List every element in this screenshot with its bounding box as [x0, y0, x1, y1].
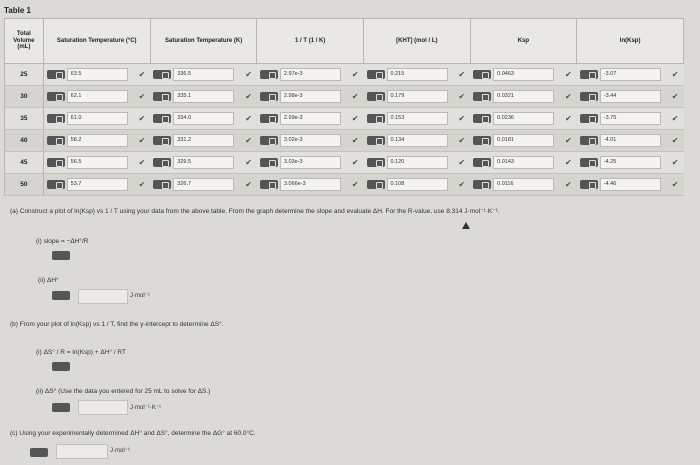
inv-t-value[interactable]: 2.97e-3 — [280, 68, 341, 81]
answer-badge-icon — [52, 362, 70, 371]
checkmark-icon: ✔ — [667, 86, 684, 108]
checkmark-icon: ✔ — [453, 152, 470, 174]
part-b-prompt: (b) From your plot of ln(Ksp) vs 1 / T, find the y-intercept to determine ΔS°. — [10, 321, 224, 328]
temp-c-value[interactable]: 58.2 — [67, 134, 128, 147]
delta-h-unit: J·mol⁻¹ — [130, 293, 150, 299]
kht-cell — [364, 64, 454, 86]
temp-c-value[interactable]: 61.0 — [67, 112, 128, 125]
checkmark-icon: ✔ — [134, 152, 151, 174]
answer-badge-icon — [47, 92, 65, 101]
part-b-ii-label: (ii) ΔS° (Use the data you entered for 25 mL to solve for ΔS.) — [36, 388, 211, 395]
ln-ksp-cell — [577, 108, 667, 130]
checkmark-icon: ✔ — [453, 86, 470, 108]
answer-badge-icon — [473, 136, 491, 145]
answer-badge-icon — [52, 403, 70, 412]
kht-value[interactable]: 0.179 — [387, 90, 448, 103]
checkmark-icon: ✔ — [560, 152, 577, 174]
part-b-i-label: (i) ΔS° / R = ln(Ksp) + ΔH° / RT — [36, 349, 126, 356]
answer-badge-icon — [580, 136, 598, 145]
temp-k-value[interactable]: 326.7 — [173, 178, 234, 191]
answer-badge-icon — [153, 92, 171, 101]
temp-c-value[interactable]: 56.5 — [67, 156, 128, 169]
temp-c-value[interactable]: 62.1 — [67, 90, 128, 103]
kht-value[interactable]: 0.120 — [387, 156, 448, 169]
answer-badge-icon — [153, 70, 171, 79]
table-row — [5, 64, 684, 86]
inv-t-value[interactable]: 2.98e-3 — [280, 90, 341, 103]
answer-badge-icon — [580, 180, 598, 189]
answer-badge-icon — [52, 291, 70, 300]
answer-badge-icon — [47, 158, 65, 167]
answer-badge-icon — [260, 70, 278, 79]
ln-ksp-cell — [577, 86, 667, 108]
checkmark-icon: ✔ — [134, 130, 151, 152]
answer-badge-icon — [473, 70, 491, 79]
inv-t-value[interactable]: 3.03e-3 — [280, 156, 341, 169]
ksp-cell — [470, 152, 560, 174]
checkmark-icon: ✔ — [347, 152, 364, 174]
temp-k-cell — [150, 64, 240, 86]
inv-t-cell — [257, 108, 347, 130]
ln-ksp-value[interactable]: -4.46 — [600, 178, 661, 191]
checkmark-icon: ✔ — [347, 64, 364, 86]
checkmark-icon: ✔ — [667, 108, 684, 130]
volume-cell: 50 — [5, 174, 44, 196]
answer-badge-icon — [367, 92, 385, 101]
temp-c-value[interactable]: 63.5 — [67, 68, 128, 81]
temp-c-cell — [43, 64, 133, 86]
ksp-cell — [470, 86, 560, 108]
temp-c-cell — [43, 174, 133, 196]
answer-badge-icon — [30, 448, 48, 457]
checkmark-icon: ✔ — [560, 64, 577, 86]
inv-t-cell — [257, 152, 347, 174]
data-table — [4, 18, 684, 196]
header-volume: Total Volume (mL) — [5, 19, 44, 64]
delta-s-unit: J·mol⁻¹·K⁻¹ — [130, 405, 161, 411]
ksp-value[interactable]: 0.0143 — [493, 156, 554, 169]
part-a-i-label: (i) slope = −ΔH°/R — [36, 238, 89, 245]
volume-cell: 40 — [5, 130, 44, 152]
part-a-prompt: (a) Construct a plot of ln(Ksp) vs 1 / T using your data from the above table. From the graph determine the slope and evaluate ΔH. For the R-value, use 8.314 J·mol⁻¹·K⁻¹. — [10, 208, 500, 215]
temp-k-cell — [150, 152, 240, 174]
answer-badge-icon — [153, 158, 171, 167]
temp-k-cell — [150, 130, 240, 152]
temp-k-value[interactable]: 329.5 — [173, 156, 234, 169]
ln-ksp-cell — [577, 174, 667, 196]
answer-badge-icon — [153, 180, 171, 189]
answer-badge-icon — [260, 136, 278, 145]
volume-cell: 45 — [5, 152, 44, 174]
ln-ksp-value[interactable]: -3.44 — [600, 90, 661, 103]
answer-badge-icon — [367, 136, 385, 145]
answer-badge-icon — [580, 158, 598, 167]
kht-cell — [364, 108, 454, 130]
answer-badge-icon — [153, 114, 171, 123]
ksp-value[interactable]: 0.0321 — [493, 90, 554, 103]
checkmark-icon: ✔ — [134, 64, 151, 86]
temp-k-value[interactable]: 331.2 — [173, 134, 234, 147]
checkmark-icon: ✔ — [667, 174, 684, 196]
answer-badge-icon — [367, 114, 385, 123]
inv-t-cell — [257, 86, 347, 108]
checkmark-icon: ✔ — [134, 108, 151, 130]
temp-k-cell — [150, 174, 240, 196]
answer-badge-icon — [473, 180, 491, 189]
table-row — [5, 108, 684, 130]
ln-ksp-cell — [577, 64, 667, 86]
inv-t-value[interactable]: 2.99e-3 — [280, 112, 341, 125]
temp-k-value[interactable]: 335.1 — [173, 90, 234, 103]
delta-h-input[interactable] — [78, 289, 128, 304]
checkmark-icon: ✔ — [667, 152, 684, 174]
kht-value[interactable]: 0.215 — [387, 68, 448, 81]
checkmark-icon: ✔ — [560, 130, 577, 152]
ksp-value[interactable]: 0.0236 — [493, 112, 554, 125]
inv-t-cell — [257, 64, 347, 86]
answer-badge-icon — [260, 114, 278, 123]
header-inv-t: 1 / T (1 / K) — [257, 19, 364, 64]
delta-g-unit: J·mol⁻¹ — [110, 448, 130, 454]
volume-cell: 30 — [5, 86, 44, 108]
table-row — [5, 152, 684, 174]
checkmark-icon: ✔ — [347, 108, 364, 130]
ksp-value[interactable]: 0.0116 — [493, 178, 554, 191]
kht-value[interactable]: 0.153 — [387, 112, 448, 125]
answer-badge-icon — [580, 92, 598, 101]
checkmark-icon: ✔ — [667, 64, 684, 86]
inv-t-value[interactable]: 3.066e-3 — [280, 178, 341, 191]
volume-cell: 25 — [5, 64, 44, 86]
table-row — [5, 130, 684, 152]
checkmark-icon: ✔ — [453, 108, 470, 130]
part-c-prompt: (c) Using your experimentally determined ΔH° and ΔS°, determine the ΔG° at 60.0°C. — [10, 430, 256, 437]
temp-c-value[interactable]: 53.7 — [67, 178, 128, 191]
checkmark-icon: ✔ — [453, 64, 470, 86]
answer-badge-icon — [153, 136, 171, 145]
ln-ksp-value[interactable]: -3.75 — [600, 112, 661, 125]
ksp-cell — [470, 130, 560, 152]
header-sat-temp-k: Saturation Temperature (K) — [150, 19, 257, 64]
checkmark-icon: ✔ — [453, 174, 470, 196]
answer-badge-icon — [47, 180, 65, 189]
inv-t-value[interactable]: 3.02e-3 — [280, 134, 341, 147]
answer-badge-icon — [473, 92, 491, 101]
kht-cell — [364, 130, 454, 152]
checkmark-icon: ✔ — [134, 174, 151, 196]
answer-badge-icon — [473, 158, 491, 167]
answer-badge-icon — [580, 114, 598, 123]
table-row — [5, 86, 684, 108]
checkmark-icon: ✔ — [240, 86, 257, 108]
temp-c-cell — [43, 86, 133, 108]
kht-cell — [364, 86, 454, 108]
answer-badge-icon — [473, 114, 491, 123]
checkmark-icon: ✔ — [134, 86, 151, 108]
kht-value[interactable]: 0.134 — [387, 134, 448, 147]
checkmark-icon: ✔ — [347, 174, 364, 196]
checkmark-icon: ✔ — [347, 86, 364, 108]
temp-c-cell — [43, 130, 133, 152]
ksp-value[interactable]: 0.0463 — [493, 68, 554, 81]
checkmark-icon: ✔ — [240, 174, 257, 196]
ksp-value[interactable]: 0.0181 — [493, 134, 554, 147]
checkmark-icon: ✔ — [240, 152, 257, 174]
answer-badge-icon — [47, 70, 65, 79]
temp-k-value[interactable]: 336.5 — [173, 68, 234, 81]
ln-ksp-value[interactable]: -4.01 — [600, 134, 661, 147]
checkmark-icon: ✔ — [240, 64, 257, 86]
kht-cell — [364, 152, 454, 174]
answer-badge-icon — [260, 158, 278, 167]
kht-value[interactable]: 0.108 — [387, 178, 448, 191]
table-row — [5, 174, 684, 196]
ln-ksp-cell — [577, 130, 667, 152]
answer-badge-icon — [580, 70, 598, 79]
ln-ksp-cell — [577, 152, 667, 174]
delta-s-input[interactable] — [78, 400, 128, 415]
answer-badge-icon — [260, 180, 278, 189]
inv-t-cell — [257, 174, 347, 196]
volume-cell: 35 — [5, 108, 44, 130]
answer-badge-icon — [367, 158, 385, 167]
checkmark-icon: ✔ — [560, 174, 577, 196]
kht-cell — [364, 174, 454, 196]
answer-badge-icon — [47, 136, 65, 145]
ln-ksp-value[interactable]: -4.25 — [600, 156, 661, 169]
header-ln-ksp: ln(Ksp) — [577, 19, 684, 64]
temp-k-cell — [150, 108, 240, 130]
header-kht: [KHT] (mol / L) — [364, 19, 471, 64]
checkmark-icon: ✔ — [240, 130, 257, 152]
temp-c-cell — [43, 152, 133, 174]
temp-c-cell — [43, 108, 133, 130]
checkmark-icon: ✔ — [560, 108, 577, 130]
ksp-cell — [470, 64, 560, 86]
inv-t-cell — [257, 130, 347, 152]
delta-g-input[interactable] — [56, 444, 108, 459]
temp-k-cell — [150, 86, 240, 108]
checkmark-icon: ✔ — [347, 130, 364, 152]
answer-badge-icon — [367, 180, 385, 189]
checkmark-icon: ✔ — [667, 130, 684, 152]
answer-badge-icon — [47, 114, 65, 123]
header-ksp: Ksp — [470, 19, 577, 64]
answer-badge-icon — [367, 70, 385, 79]
checkmark-icon: ✔ — [453, 130, 470, 152]
part-a-ii-label: (ii) ΔH° — [38, 277, 59, 284]
temp-k-value[interactable]: 334.0 — [173, 112, 234, 125]
ksp-cell — [470, 108, 560, 130]
checkmark-icon: ✔ — [240, 108, 257, 130]
answer-badge-icon — [260, 92, 278, 101]
header-sat-temp-c: Saturation Temperature (°C) — [43, 19, 150, 64]
checkmark-icon: ✔ — [560, 86, 577, 108]
answer-badge-icon — [52, 251, 70, 260]
ln-ksp-value[interactable]: -3.07 — [600, 68, 661, 81]
table-title: Table 1 — [4, 6, 31, 15]
ksp-cell — [470, 174, 560, 196]
mouse-cursor-icon — [462, 222, 470, 229]
